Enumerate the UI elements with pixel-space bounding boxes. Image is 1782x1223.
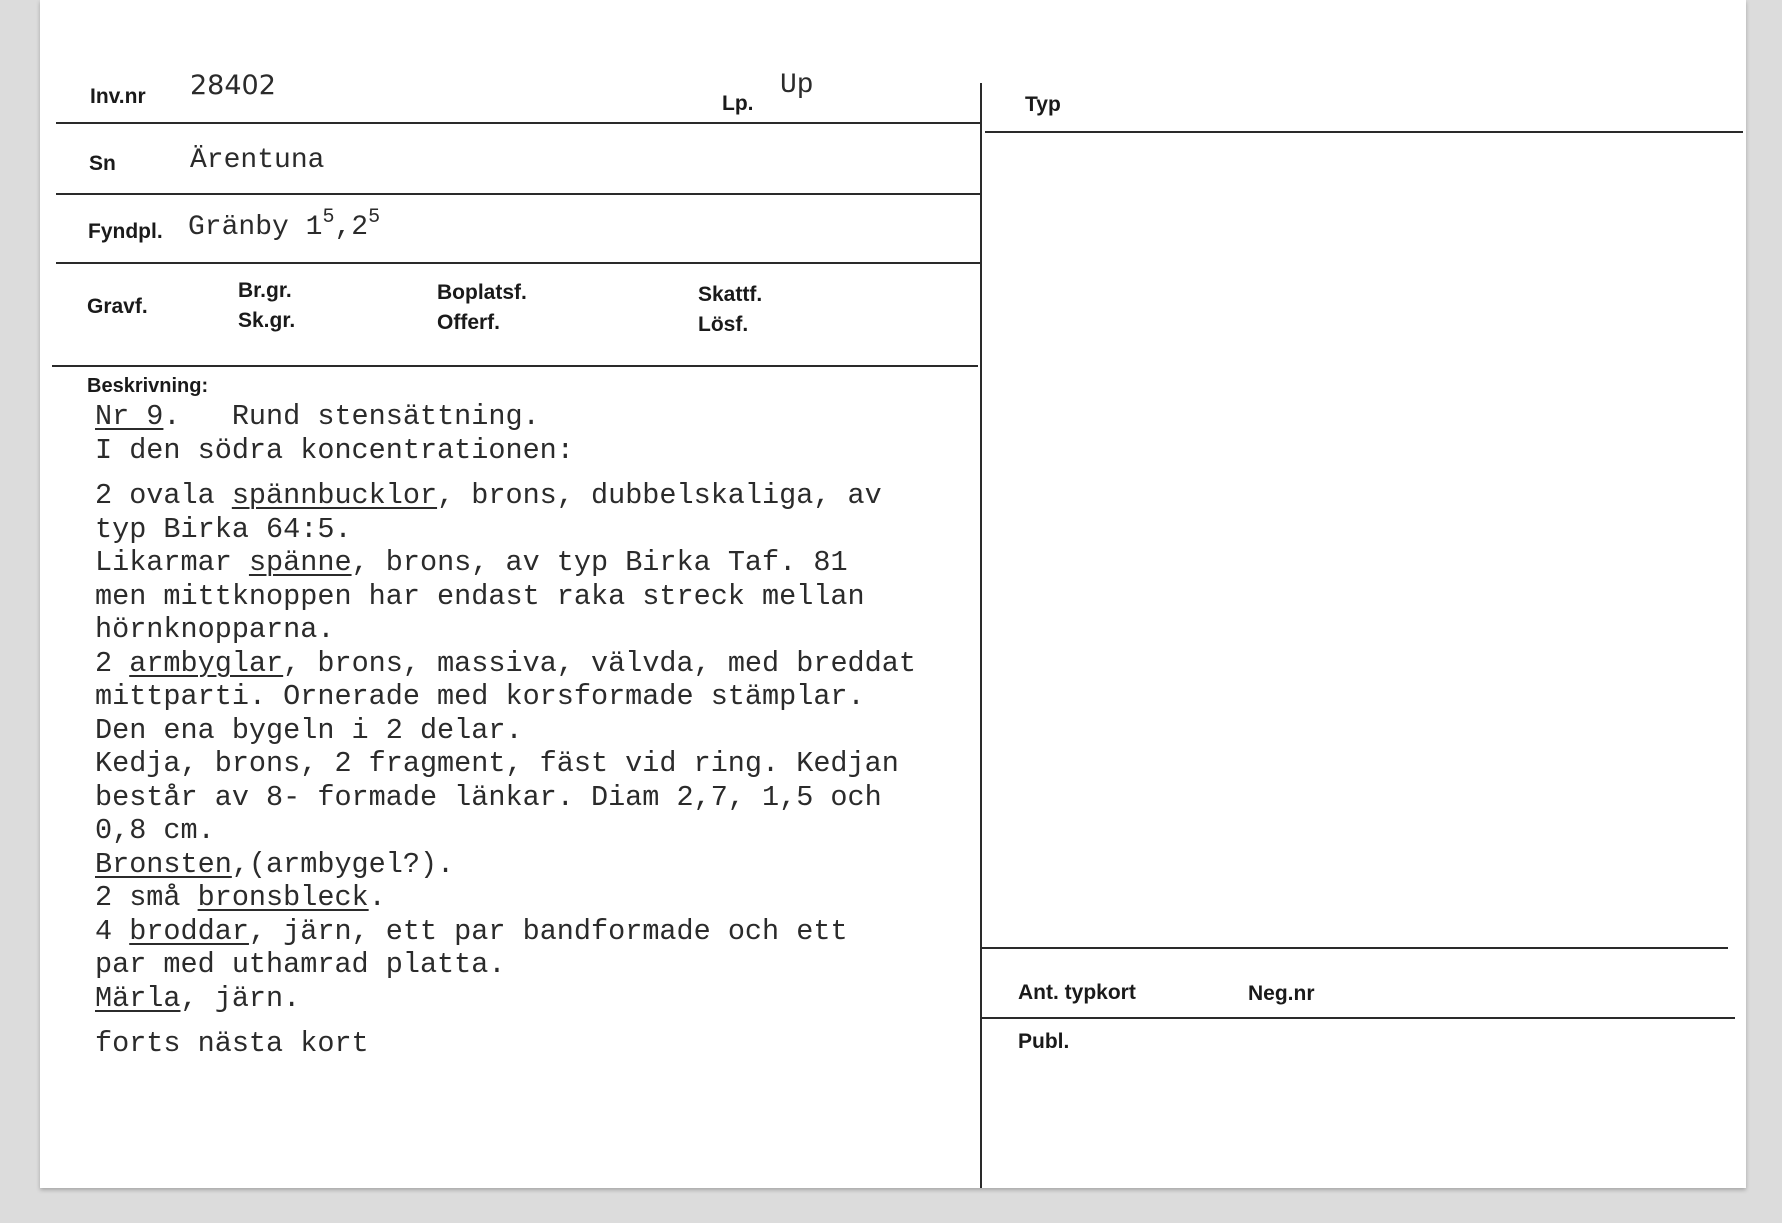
desc-text: , brons, av typ Birka Taf. 81 (351, 546, 848, 579)
column-divider (980, 83, 982, 1188)
desc-line (95, 881, 975, 915)
label-ant-typkort: Ant. typkort (1018, 981, 1136, 1004)
desc-text: Likarmar (95, 546, 249, 579)
label-skattf: Skattf. (698, 283, 763, 306)
desc-text: ,(armbygel?). (231, 847, 455, 881)
fyndpl-b-sup: 5 (368, 206, 381, 229)
label-inv-nr: Inv.nr (90, 85, 146, 108)
grave-number: Nr 9 (95, 400, 164, 433)
rule-fyndpl (56, 262, 980, 264)
desc-text: , brons, massiva, välvda, med breddat (283, 646, 916, 680)
label-offerf: Offerf. (437, 311, 500, 334)
label-typ: Typ (1025, 93, 1061, 116)
desc-term: broddar (129, 914, 249, 948)
rule-typ (985, 131, 1743, 133)
desc-text: , brons, dubbelskaliga, av (437, 479, 882, 512)
label-boplatsf: Boplatsf. (437, 281, 527, 304)
desc-line: 0,8 cm. (95, 814, 215, 847)
label-neg-nr: Neg.nr (1248, 982, 1315, 1005)
label-sk-gr: Sk.gr. (238, 309, 296, 332)
desc-line: typ Birka 64:5. (95, 512, 352, 546)
desc-text: , järn. (180, 981, 301, 1015)
desc-term: armbyglar (129, 646, 284, 680)
desc-term: Märla (95, 981, 181, 1015)
desc-line: Den ena bygeln i 2 delar. (95, 713, 523, 747)
desc-term: bronsbleck (197, 881, 369, 914)
desc-term: spännbucklor (231, 479, 438, 512)
fyndpl-b: 2 (351, 212, 369, 243)
desc-line (95, 915, 975, 949)
desc-text: 4 (95, 914, 130, 948)
desc-line: Kedja, brons, 2 fragment, fäst vid ring. Kedjan (95, 747, 899, 780)
desc-line (95, 400, 975, 434)
desc-text: 2 (95, 646, 130, 680)
rule-gravf (52, 365, 978, 367)
rule-sn (56, 193, 980, 195)
desc-line: men mittknoppen har endast raka streck mellan (95, 579, 865, 613)
description-text (95, 400, 975, 1061)
desc-line: består av 8- formade länkar. Diam 2,7, 1,5 och (95, 780, 882, 814)
rule-ant-typkort-top (980, 947, 1728, 949)
label-fyndpl: Fyndpl. (88, 220, 163, 243)
desc-term: spänne (248, 546, 352, 579)
fyndpl-sep: , (334, 212, 352, 243)
desc-line: par med uthamrad platta. (95, 948, 506, 981)
label-losf: Lösf. (698, 313, 749, 336)
rule-inv (56, 122, 980, 124)
desc-line (95, 982, 975, 1016)
desc-line: I den södra koncentrationen: (95, 433, 574, 467)
value-sn: Ärentuna (190, 145, 325, 176)
desc-line: hörnknopparna. (95, 613, 335, 646)
desc-text: 2 små (95, 881, 198, 914)
desc-line: forts nästa kort (95, 1027, 369, 1060)
label-gravf: Gravf. (87, 295, 148, 318)
desc-line (95, 848, 975, 882)
label-publ: Publ. (1018, 1030, 1070, 1053)
desc-term: Bronsten (95, 847, 232, 881)
desc-line (95, 647, 975, 681)
desc-text: . (368, 881, 386, 914)
fyndpl-a-sup: 5 (322, 206, 335, 229)
desc-line: mittparti. Ornerade med korsformade stämplar. (95, 680, 865, 713)
label-lp: Lp. (722, 92, 754, 115)
label-beskrivning: Beskrivning: (87, 375, 209, 397)
value-lp: Up (780, 70, 814, 101)
fyndpl-a: 1 (305, 212, 323, 243)
fyndpl-place: Gränby (188, 212, 289, 243)
desc-text: . Rund stensättning. (163, 400, 540, 433)
label-br-gr: Br.gr. (238, 279, 292, 302)
desc-line (95, 479, 975, 513)
desc-text: 2 ovala (95, 479, 232, 512)
value-fyndpl (188, 206, 381, 243)
rule-publ (980, 1017, 1735, 1019)
desc-text: , järn, ett par bandformade och ett (248, 914, 848, 948)
desc-gap (95, 467, 975, 479)
desc-line (95, 546, 975, 580)
value-inv-nr: 28402 (190, 70, 276, 101)
desc-gap (95, 1015, 975, 1027)
label-sn: Sn (89, 152, 116, 175)
